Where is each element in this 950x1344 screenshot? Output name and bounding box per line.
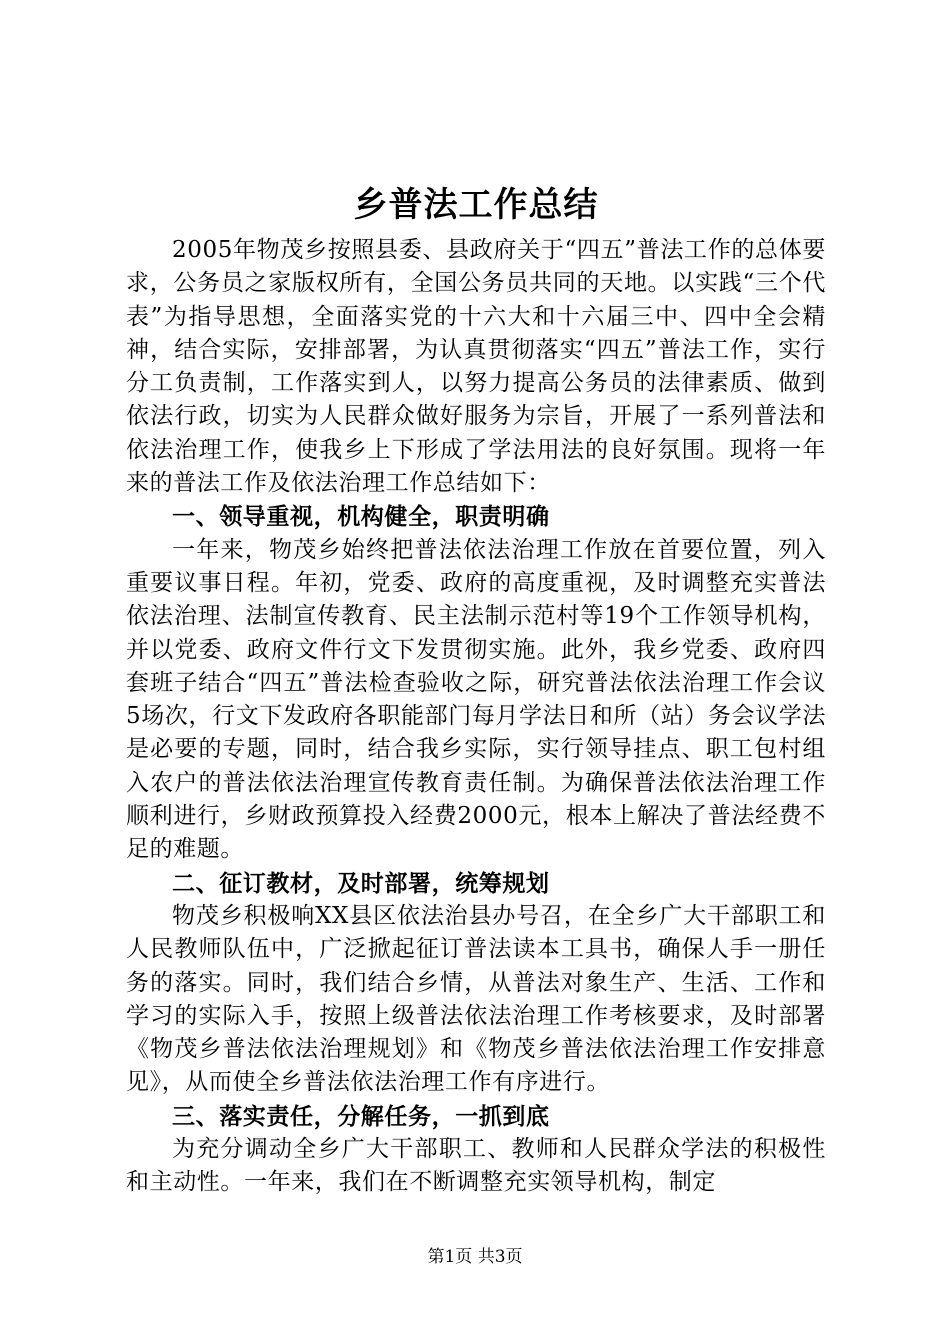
section-paragraph-2: 物茂乡积极响XX县区依法治县办号召，在全乡广大干部职工和人民教师队伍中，广泛掀起征订普法读本工具书，确保人手一册任务的落实。同时，我们结合乡情，从普法对象生产、生活、工作和学习的实际入手，按照上级普法依法治理工作考核要求，及时部署《物茂乡普法依法治理规划》和《物茂乡普法依法治理工作安排意见》，从而使全乡普法依法治理工作有序进行。 (126, 902, 826, 1096)
document-page (126, 180, 826, 1200)
section-heading-3: 三、落实责任，分解任务，一抓到底 (172, 1102, 550, 1130)
intro-paragraph: 2005年物茂乡按照县委、县政府关于“四五”普法工作的总体要求，公务员之家版权所有，全国公务员共同的天地。以实践“三个代表”为指导思想，全面落实党的十六大和十六届三中、四中全会精神，结合实际，安排部署，为认真贯彻落实“四五”普法工作，实行分工负责制，工作落实到人，以努力提高公务员的法律素质、做到依法行政，切实为人民群众做好服务为宗旨，开展了一系列普法和依法治理工作，使我乡上下形成了学法用法的良好氛围。现将一年来的普法工作及依法治理工作总结如下： (126, 237, 826, 497)
section-heading-2: 二、征订教材，及时部署，统筹规划 (172, 869, 550, 897)
section-heading-1: 一、领导重视，机构健全，职责明确 (172, 503, 550, 531)
section-paragraph-3: 为充分调动全乡广大干部职工、教师和人民群众学法的积极性和主动性。一年来，我们在不断调整充实领导机构，制定 (126, 1136, 826, 1196)
section-paragraph-1: 一年来，物茂乡始终把普法依法治理工作放在首要位置，列入重要议事日程。年初，党委、政府的高度重视，及时调整充实普法依法治理、法制宣传教育、民主法制示范村等19个工作领导机构，并以党委、政府文件行文下发贯彻实施。此外，我乡党委、政府四套班子结合“四五”普法检查验收之际，研究普法依法治理工作会议5场次，行文下发政府各职能部门每月学法日和所（站）务会议学法是必要的专题，同时，结合我乡实际，实行领导挂点、职工包村组入农户的普法依法治理宣传教育责任制。为确保普法依法治理工作顺利进行，乡财政预算投入经费2000元，根本上解决了普法经费不足的难题。 (126, 536, 826, 863)
document-title: 乡普法工作总结 (353, 185, 599, 225)
page-number-footer: 第1页 共3页 (427, 1247, 523, 1267)
